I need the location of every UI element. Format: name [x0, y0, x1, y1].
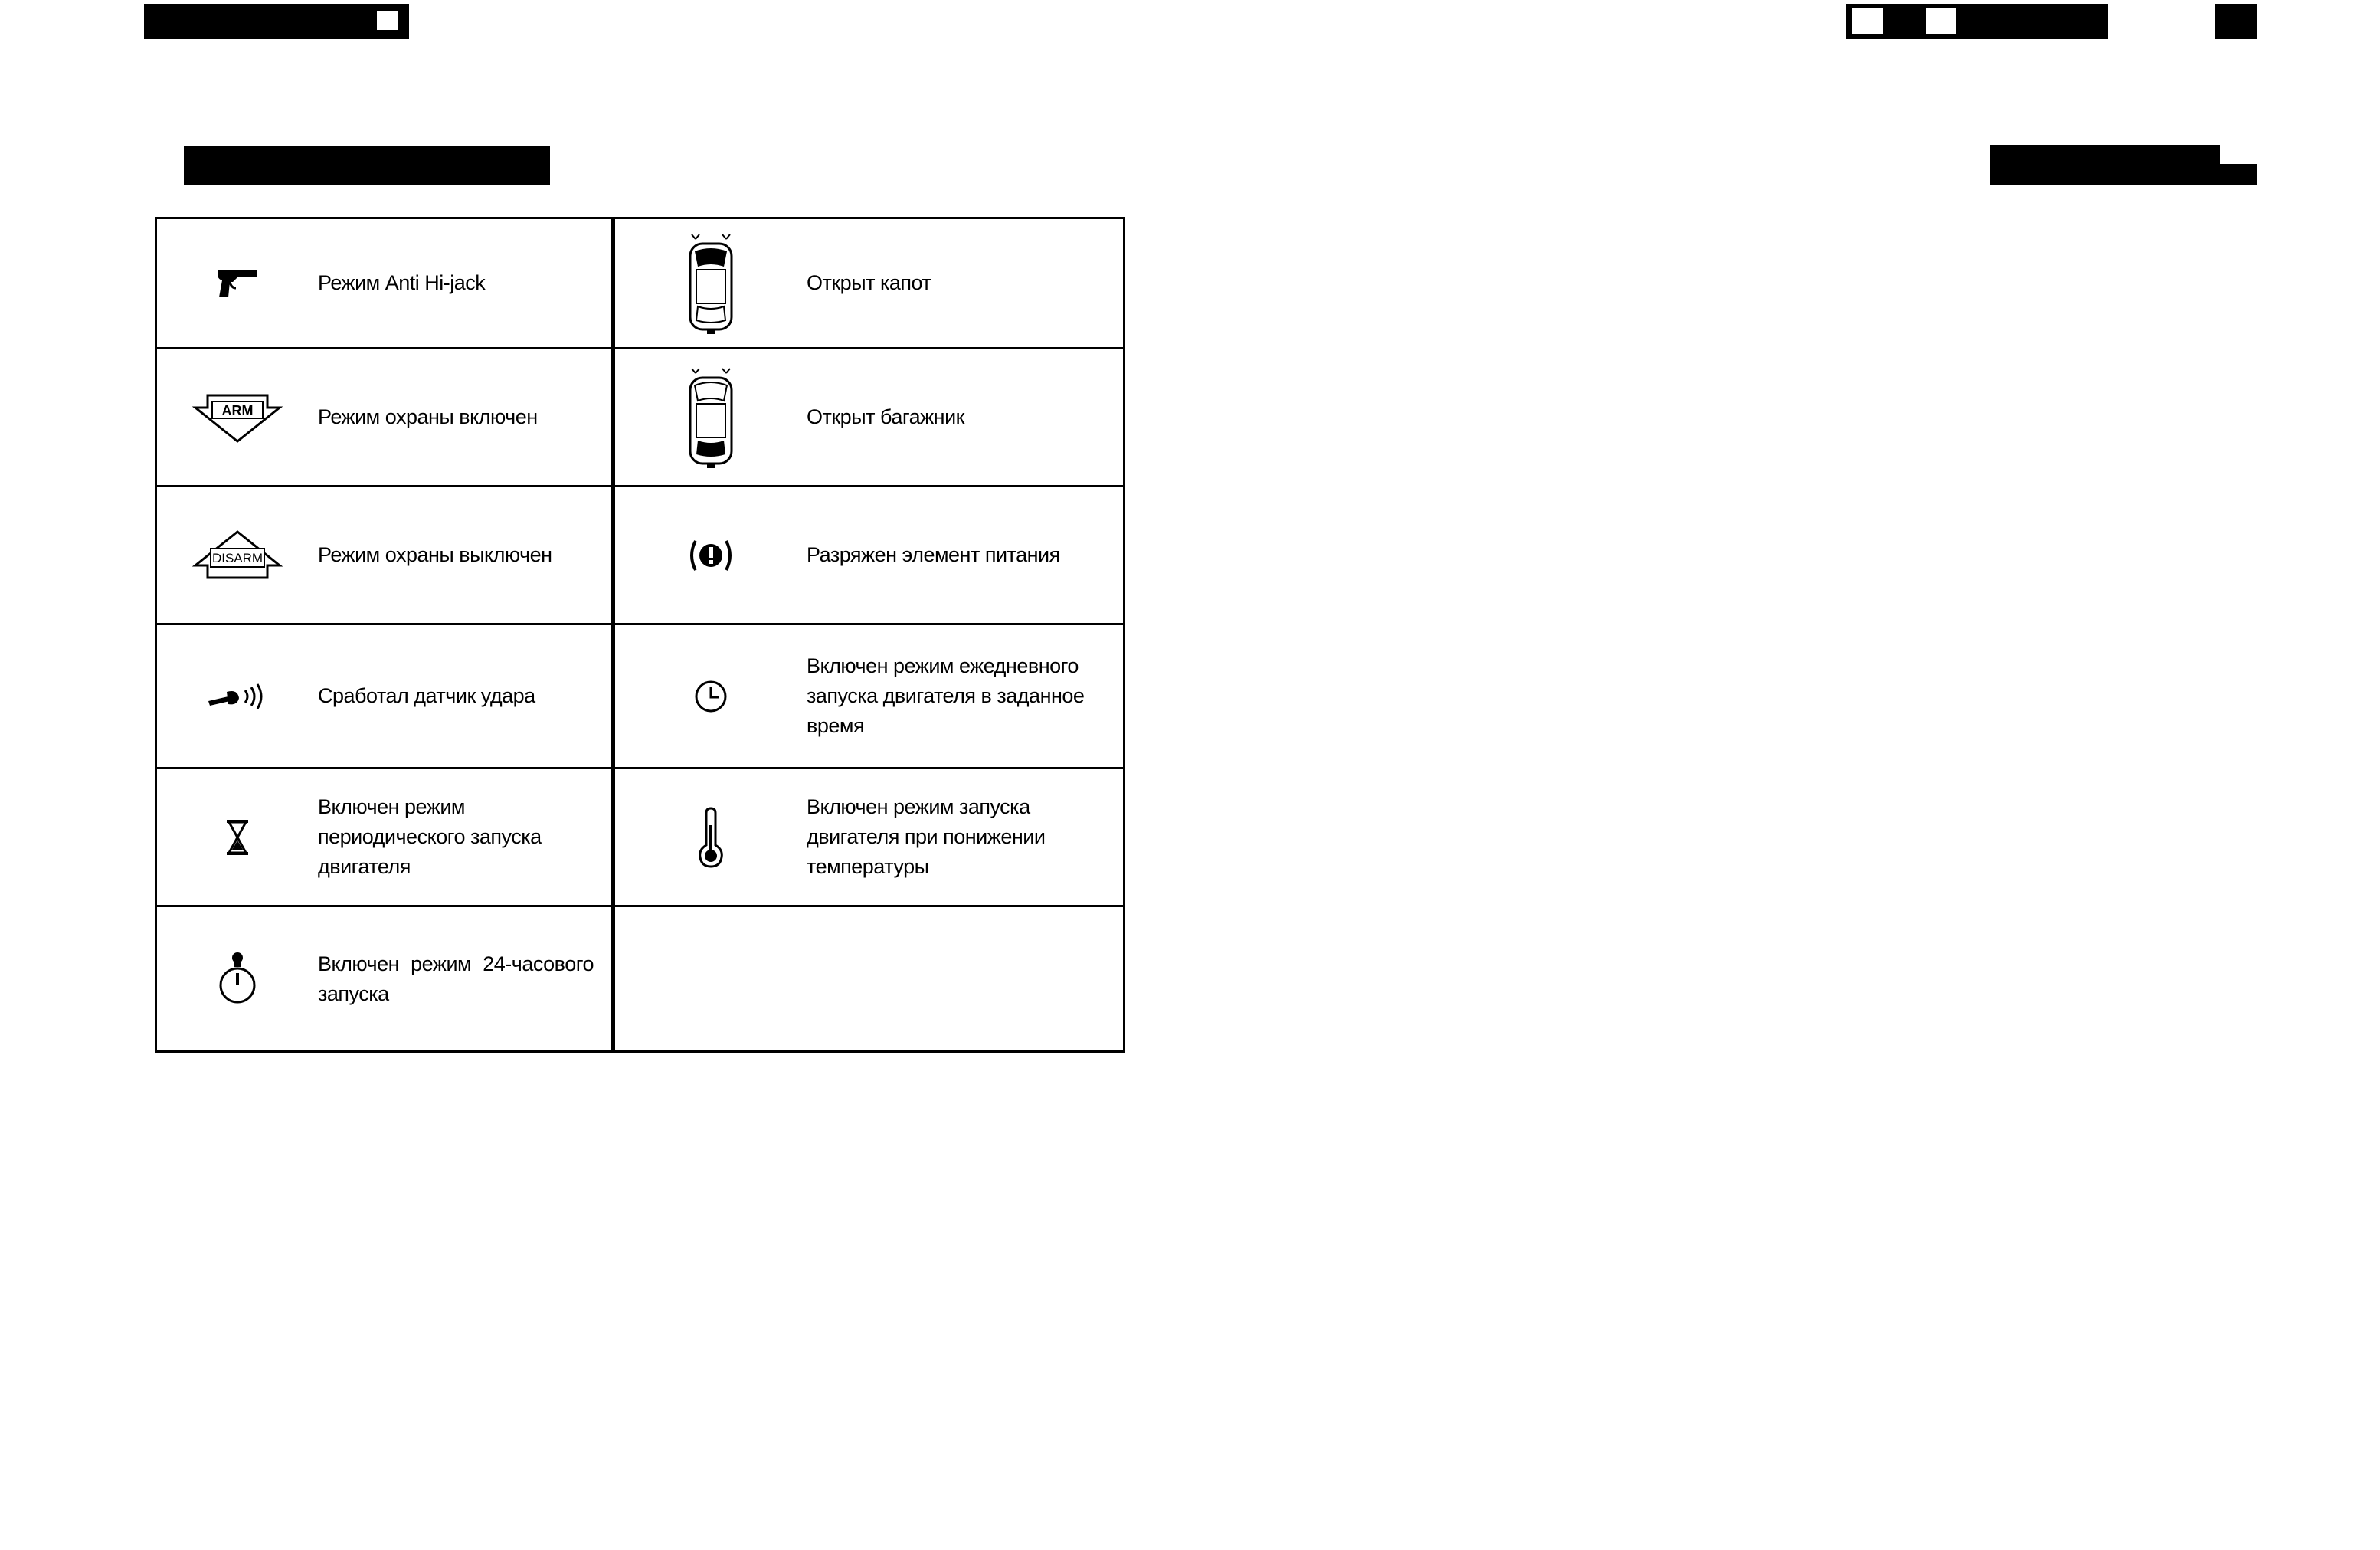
mode-label: Разряжен элемент питания [807, 543, 1060, 566]
mode-label: Режим охраны выключен [318, 543, 552, 566]
header-bar-window-2 [1926, 8, 1956, 34]
table-cell [156, 768, 614, 906]
mode-label: Включен режим ежедневного запуска двигателя в заданное время [807, 654, 1085, 737]
table-cell-empty [614, 906, 1125, 1052]
table-cell [614, 349, 1125, 487]
mode-label: Открыт капот [807, 271, 931, 294]
svg-text:ARM: ARM [221, 402, 254, 418]
left-section-title-bar [184, 146, 550, 185]
stopwatch-icon [157, 950, 318, 1008]
table-row [156, 218, 1125, 349]
top-right-page-box [2215, 4, 2257, 39]
table-row [156, 768, 1125, 906]
table-row [156, 906, 1125, 1052]
pistol-icon [157, 265, 318, 302]
table-cell [156, 906, 614, 1052]
car-hood-open-icon [615, 230, 807, 337]
table-cell [614, 218, 1125, 349]
car-trunk-open-icon [615, 364, 807, 471]
svg-text:DISARM: DISARM [211, 550, 264, 565]
table-row [156, 624, 1125, 768]
header-bar-window-1 [1852, 8, 1883, 34]
table-row [156, 349, 1125, 487]
clock-icon [615, 679, 807, 714]
mode-label: Включен режим периодического запуска двигателя [318, 795, 542, 878]
top-right-header-bar [1846, 4, 2108, 39]
mode-label: Открыт багажник [807, 405, 964, 428]
mode-label: Включен режим запуска двигателя при понижении температуры [807, 795, 1046, 878]
disarm-arrow-icon [157, 529, 318, 582]
shock-sensor-icon [157, 681, 318, 712]
mode-label: Включен режим 24-часового запуска [318, 952, 594, 1005]
arm-arrow-icon [157, 391, 318, 444]
header-bar-notch [377, 11, 398, 30]
mode-label: Сработал датчик удара [318, 684, 535, 707]
right-section-title-bar-tail [2214, 164, 2257, 185]
thermometer-icon [615, 807, 807, 868]
table-cell [156, 624, 614, 768]
table-cell [156, 218, 614, 349]
table-row [156, 487, 1125, 624]
table-cell [156, 487, 614, 624]
table-cell [614, 487, 1125, 624]
table-cell [156, 349, 614, 487]
battery-low-icon [615, 536, 807, 575]
mode-label: Режим Anti Hi-jack [318, 271, 486, 294]
mode-label: Режим охраны включен [318, 405, 538, 428]
top-left-header-bar [144, 4, 409, 39]
right-section-title-bar [1990, 145, 2220, 185]
indicator-icons-table [155, 217, 1125, 1053]
table-cell [614, 624, 1125, 768]
table-cell [614, 768, 1125, 906]
hourglass-icon [157, 819, 318, 856]
